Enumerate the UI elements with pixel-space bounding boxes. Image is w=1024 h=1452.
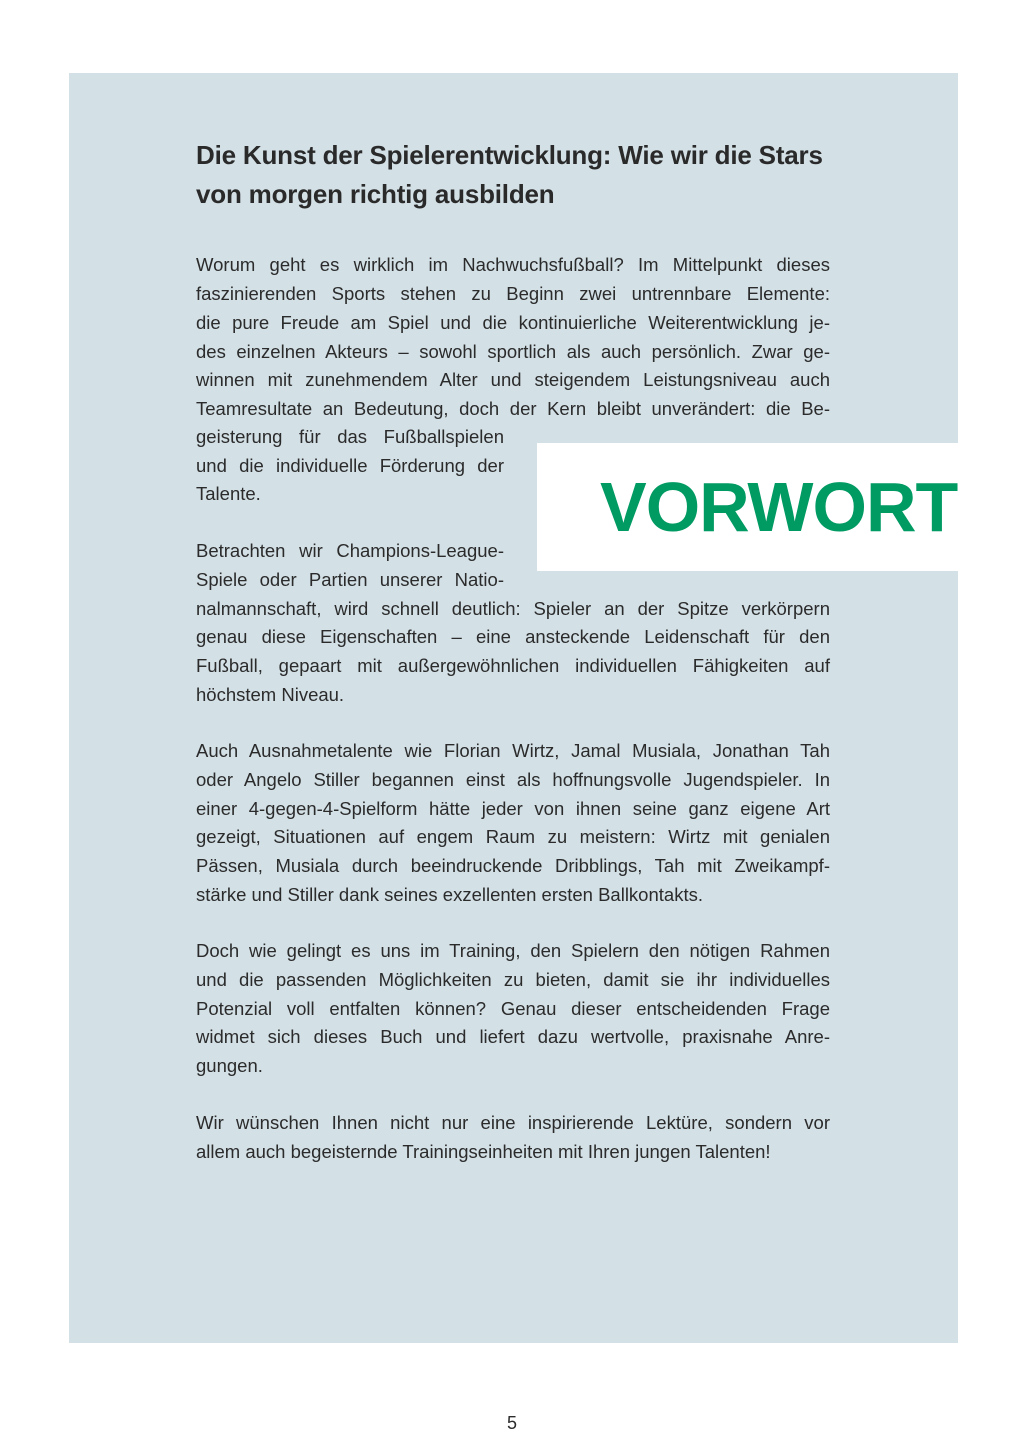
- paragraph-3-line: oder Angelo Stiller begannen einst als hoffnungsvolle Jugendspieler. In: [196, 769, 830, 790]
- paragraph-4-line: widmet sich dieses Buch und liefert dazu wertvolle, praxisnahe Anre-: [196, 1026, 830, 1047]
- paragraph-1-line: Teamresultate an Bedeutung, doch der Kern bleibt unverändert: die Be-: [196, 398, 830, 419]
- page-title: Die Kunst der Spielerentwicklung: Wie wir die Stars von morgen richtig ausbilden: [196, 140, 823, 209]
- page-number: 5: [506, 1413, 517, 1433]
- section-label: VORWORT: [600, 468, 958, 546]
- paragraph-3-line: Auch Ausnahmetalente wie Florian Wirtz, Jamal Musiala, Jonathan Tah: [196, 740, 830, 761]
- paragraph-1-line: des einzelnen Akteurs – sowohl sportlich als auch persönlich. Zwar ge-: [196, 341, 830, 362]
- paragraph-2-line: Fußball, gepaart mit außergewöhnlichen individuellen Fähigkeiten auf: [196, 655, 830, 676]
- paragraph-2-line: höchstem Niveau.: [196, 684, 345, 705]
- paragraph-1-line: geisterung für das Fußballspielen: [196, 426, 504, 447]
- paragraph-1-line: winnen mit zunehmendem Alter und steigendem Leistungsniveau auch: [196, 369, 830, 390]
- paragraph-2-line: nalmannschaft, wird schnell deutlich: Spieler an der Spitze verkörpern: [196, 598, 830, 619]
- paragraph-2-line: genau diese Eigenschaften – eine ansteckende Leidenschaft für den: [196, 626, 830, 647]
- paragraph-1-line: und die individuelle Förderung der: [196, 455, 504, 476]
- paragraph-1-line: Talente.: [196, 483, 261, 504]
- paragraph-4-line: und die passenden Möglichkeiten zu bieten, damit sie ihr individuelles: [196, 969, 830, 990]
- paragraph-5-line: allem auch begeisternde Trainingseinheiten mit Ihren jungen Talenten!: [196, 1141, 771, 1162]
- paragraph-3-line: einer 4-gegen-4-Spielform hätte jeder von ihnen seine ganz eigene Art: [196, 798, 830, 819]
- paragraph-5-line: Wir wünschen Ihnen nicht nur eine inspirierende Lektüre, sondern vor: [196, 1112, 830, 1133]
- paragraph-3-line: gezeigt, Situationen auf engem Raum zu meistern: Wirtz mit genialen: [196, 826, 830, 847]
- paragraph-4-line: Potenzial voll entfalten können? Genau dieser entscheidenden Frage: [196, 998, 830, 1019]
- paragraph-2-line: Spiele oder Partien unserer Natio-: [196, 569, 504, 590]
- paragraph-1-line: Worum geht es wirklich im Nachwuchsfußball? Im Mittelpunkt dieses: [196, 254, 830, 275]
- paragraph-3-line: stärke und Stiller dank seines exzellenten ersten Ballkontakts.: [196, 884, 703, 905]
- paragraph-1-line: faszinierenden Sports stehen zu Beginn zwei untrennbare Elemente:: [196, 283, 830, 304]
- paragraph-2-line: Betrachten wir Champions-League-: [196, 540, 504, 561]
- paragraph-3-line: Pässen, Musiala durch beeindruckende Dribblings, Tah mit Zweikampf-: [196, 855, 830, 876]
- paragraph-4-line: Doch wie gelingt es uns im Training, den Spielern den nötigen Rahmen: [196, 940, 830, 961]
- paragraph-1-line: die pure Freude am Spiel und die kontinuierliche Weiterentwicklung je-: [196, 312, 830, 333]
- paragraph-4-line: gungen.: [196, 1055, 263, 1076]
